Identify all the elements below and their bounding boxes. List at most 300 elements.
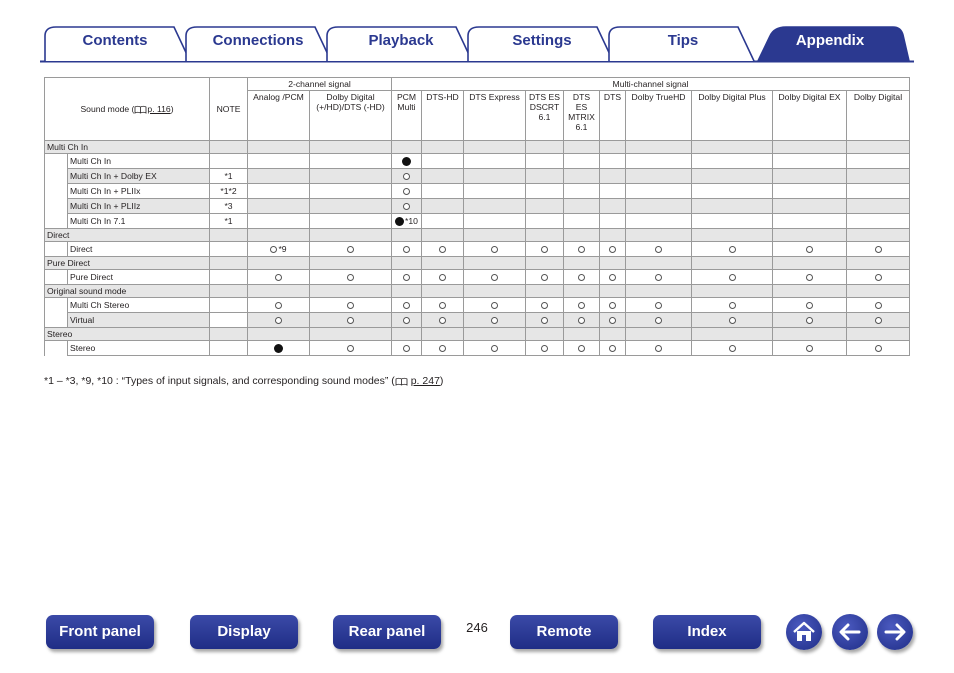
open-circle-icon [578,317,585,324]
support-cell [248,199,310,214]
support-cell [847,199,910,214]
category-label: Stereo [45,328,210,341]
support-cell [692,298,773,313]
category-empty-cell [773,141,847,154]
open-circle-icon [347,302,354,309]
support-cell [692,214,773,229]
mode-name: Virtual [68,313,210,328]
support-cell [464,184,526,199]
support-cell [526,214,564,229]
sound-mode-table [44,77,910,356]
category-empty-cell [600,328,626,341]
support-cell [526,184,564,199]
support-cell [600,341,626,356]
mode-name: Pure Direct [68,270,210,285]
support-cell [773,214,847,229]
category-empty-cell [422,285,464,298]
category-empty-cell [310,328,392,341]
support-cell [310,214,392,229]
support-cell [464,154,526,169]
open-circle-icon [403,345,410,352]
support-cell [564,313,600,328]
support-cell [310,154,392,169]
category-empty-cell [422,141,464,154]
column-header: PCM Multi [392,91,422,141]
group-header-row [45,78,910,91]
support-cell [310,199,392,214]
open-circle-icon [875,274,882,281]
category-empty-cell [392,257,422,270]
category-empty-cell [564,328,600,341]
open-circle-icon [729,246,736,253]
category-empty-cell [248,257,310,270]
category-empty-cell [847,328,910,341]
mode-name: Multi Ch Stereo [68,298,210,313]
indent-cell [45,270,68,285]
open-circle-icon [655,345,662,352]
support-cell [773,154,847,169]
support-cell [422,270,464,285]
support-cell [626,199,692,214]
indent-cell [45,313,68,328]
note-cell: *1 [210,169,248,184]
open-circle-icon [609,274,616,281]
category-empty-cell [464,229,526,242]
open-circle-icon [806,317,813,324]
note-cell [210,313,248,328]
category-empty-cell [564,229,600,242]
support-cell [692,154,773,169]
support-cell [564,341,600,356]
indent-cell [45,199,68,214]
footnote-close: ) [439,375,444,387]
support-cell [392,298,422,313]
category-empty-cell [210,229,248,242]
category-label: Direct [45,229,210,242]
support-cell [464,270,526,285]
column-header: DTS Express [464,91,526,141]
book-reference-icon [395,377,408,386]
table-row [45,242,910,257]
open-circle-icon [806,246,813,253]
support-cell [600,313,626,328]
support-cell [464,242,526,257]
support-cell [773,199,847,214]
open-circle-icon [609,345,616,352]
column-header: Dolby Digital [847,91,910,141]
category-empty-cell [847,141,910,154]
support-cell [248,184,310,199]
display-button[interactable]: Display [190,615,298,649]
note-cell [210,154,248,169]
category-empty-cell [210,285,248,298]
support-cell [464,341,526,356]
support-cell [564,169,600,184]
table-row [45,270,910,285]
column-header: DTS [600,91,626,141]
category-empty-cell [847,257,910,270]
open-circle-icon [609,317,616,324]
support-cell [847,298,910,313]
support-cell [248,214,310,229]
open-circle-icon [491,246,498,253]
category-empty-cell [692,257,773,270]
support-cell [847,169,910,184]
support-cell [526,313,564,328]
support-cell [392,214,422,229]
table-row [45,154,910,169]
category-empty-cell [564,257,600,270]
category-empty-cell [210,141,248,154]
open-circle-icon [347,317,354,324]
category-empty-cell [526,285,564,298]
support-cell [464,298,526,313]
support-cell [422,154,464,169]
open-circle-icon [439,302,446,309]
footnote-marker: *10 [405,216,418,227]
support-cell [564,242,600,257]
note-cell [210,298,248,313]
open-circle-icon [875,317,882,324]
note-cell [210,341,248,356]
support-cell [526,154,564,169]
support-cell [773,184,847,199]
indent-cell [45,214,68,229]
open-circle-icon [578,302,585,309]
support-cell [847,313,910,328]
category-empty-cell [422,257,464,270]
arrow-right-icon [877,614,913,650]
category-empty-cell [564,141,600,154]
category-empty-cell [692,328,773,341]
support-cell [847,184,910,199]
category-empty-cell [210,257,248,270]
category-empty-cell [626,328,692,341]
back-button[interactable] [832,614,868,650]
support-cell [773,341,847,356]
column-header: DTS ES MTRIX 6.1 [564,91,600,141]
open-circle-icon [491,302,498,309]
open-circle-icon [541,274,548,281]
table-row [45,214,910,229]
column-header: DTS-HD [422,91,464,141]
support-cell [392,184,422,199]
category-empty-cell [847,229,910,242]
category-empty-cell [600,141,626,154]
category-empty-cell [210,328,248,341]
support-cell [626,270,692,285]
support-cell [310,313,392,328]
filled-circle-icon [274,344,283,353]
category-empty-cell [526,257,564,270]
support-cell [248,169,310,184]
rear-panel-button[interactable]: Rear panel [333,615,441,649]
multi-channel-header: Multi-channel signal [392,78,910,91]
category-empty-cell [248,229,310,242]
category-empty-cell [692,229,773,242]
open-circle-icon [655,302,662,309]
support-cell [310,341,392,356]
category-label: Original sound mode [45,285,210,298]
support-cell [692,313,773,328]
support-cell [692,199,773,214]
footnote-page-link[interactable]: p. 247 [410,375,440,387]
open-circle-icon [609,246,616,253]
support-cell [773,169,847,184]
open-circle-icon [541,317,548,324]
open-circle-icon [491,274,498,281]
open-circle-icon [403,188,410,195]
arrow-left-icon [832,614,868,650]
support-cell [773,298,847,313]
support-cell [392,313,422,328]
table-row [45,341,910,356]
category-empty-cell [422,229,464,242]
open-circle-icon [491,317,498,324]
forward-button[interactable] [877,614,913,650]
open-circle-icon [439,274,446,281]
support-cell [626,169,692,184]
category-empty-cell [392,328,422,341]
mode-name: Multi Ch In 7.1 [68,214,210,229]
home-icon [786,614,822,650]
support-cell [564,298,600,313]
category-empty-cell [626,229,692,242]
category-empty-cell [464,257,526,270]
table-row [45,199,910,214]
category-empty-cell [310,141,392,154]
open-circle-icon [347,246,354,253]
open-circle-icon [806,302,813,309]
front-panel-button[interactable]: Front panel [46,615,154,649]
top-tab-bar [0,0,954,64]
category-empty-cell [626,257,692,270]
support-cell [847,242,910,257]
support-cell [564,270,600,285]
support-cell [422,341,464,356]
support-cell [773,270,847,285]
column-header: Dolby Digital Plus [692,91,773,141]
open-circle-icon [270,246,277,253]
support-cell [526,169,564,184]
open-circle-icon [403,274,410,281]
category-row [45,141,910,154]
support-cell [773,313,847,328]
index-button[interactable]: Index [653,615,761,649]
support-cell [626,242,692,257]
support-cell [564,214,600,229]
indent-cell [45,341,68,356]
tab-tips[interactable]: Tips [667,32,699,49]
mode-name: Stereo [68,341,210,356]
open-circle-icon [578,345,585,352]
note-cell: *3 [210,199,248,214]
support-cell [564,199,600,214]
support-cell [600,214,626,229]
sound-mode-page-link[interactable]: p. 116 [147,103,171,114]
support-cell [422,199,464,214]
support-cell [310,169,392,184]
open-circle-icon [403,302,410,309]
support-cell [248,270,310,285]
open-circle-icon [347,345,354,352]
support-cell [600,169,626,184]
support-cell [422,214,464,229]
category-empty-cell [392,229,422,242]
support-cell [392,242,422,257]
category-empty-cell [464,141,526,154]
support-cell [626,313,692,328]
tab-appendix[interactable]: Appendix [795,32,865,49]
support-cell [422,313,464,328]
remote-button[interactable]: Remote [510,615,618,649]
category-label: Pure Direct [45,257,210,270]
open-circle-icon [875,246,882,253]
indent-cell [45,298,68,313]
open-circle-icon [491,345,498,352]
open-circle-icon [403,317,410,324]
category-empty-cell [600,229,626,242]
support-cell [392,169,422,184]
category-label: Multi Ch In [45,141,210,154]
note-cell: *1*2 [210,184,248,199]
sound-mode-table-wrapper [44,77,909,356]
support-cell [526,341,564,356]
category-empty-cell [600,285,626,298]
home-button[interactable] [786,614,822,650]
category-empty-cell [526,229,564,242]
open-circle-icon [729,345,736,352]
support-cell [847,214,910,229]
support-cell [847,341,910,356]
mode-name: Multi Ch In [68,154,210,169]
table-row [45,298,910,313]
category-empty-cell [248,141,310,154]
mode-name: Multi Ch In + Dolby EX [68,169,210,184]
indent-cell [45,154,68,169]
open-circle-icon [729,302,736,309]
note-header: NOTE [210,78,248,141]
column-header: Analog /PCM [248,91,310,141]
open-circle-icon [541,345,548,352]
tab-contents[interactable]: Contents [82,32,148,49]
support-cell [526,270,564,285]
category-empty-cell [692,285,773,298]
filled-circle-icon [402,157,411,166]
note-cell [210,242,248,257]
support-cell [526,242,564,257]
support-cell [422,298,464,313]
category-empty-cell [464,328,526,341]
category-row [45,257,910,270]
open-circle-icon [439,317,446,324]
support-cell [526,199,564,214]
category-empty-cell [773,285,847,298]
tab-connections[interactable]: Connections [212,32,304,49]
support-cell [692,270,773,285]
support-cell [626,341,692,356]
support-cell [422,169,464,184]
sound-mode-label: Sound mode [80,103,130,114]
support-cell [692,242,773,257]
open-circle-icon [439,246,446,253]
open-circle-icon [875,345,882,352]
column-header: Dolby Digital EX [773,91,847,141]
support-cell [392,199,422,214]
book-reference-icon [134,105,147,114]
category-empty-cell [847,285,910,298]
category-empty-cell [626,285,692,298]
support-cell [392,341,422,356]
support-cell [464,169,526,184]
category-row [45,229,910,242]
category-empty-cell [310,257,392,270]
category-empty-cell [526,328,564,341]
support-cell [600,199,626,214]
category-empty-cell [773,328,847,341]
support-cell [310,270,392,285]
support-cell [310,242,392,257]
table-row [45,169,910,184]
support-cell [600,298,626,313]
open-circle-icon [609,302,616,309]
column-header: Dolby TrueHD [626,91,692,141]
support-cell [464,214,526,229]
tab-playback[interactable]: Playback [368,32,434,49]
support-cell [600,242,626,257]
support-cell [564,184,600,199]
support-cell [392,270,422,285]
category-empty-cell [392,285,422,298]
open-circle-icon [655,246,662,253]
support-cell [626,298,692,313]
open-circle-icon [275,274,282,281]
tab-settings[interactable]: Settings [512,32,572,49]
open-circle-icon [655,317,662,324]
category-empty-cell [773,257,847,270]
support-cell [626,184,692,199]
support-cell [626,154,692,169]
support-cell [626,214,692,229]
category-empty-cell [310,229,392,242]
open-circle-icon [655,274,662,281]
category-empty-cell [626,141,692,154]
category-empty-cell [310,285,392,298]
open-circle-icon [403,173,410,180]
mode-name: Multi Ch In + PLIIz [68,199,210,214]
support-cell [600,270,626,285]
support-cell [422,242,464,257]
footnote-marker: *9 [278,244,287,255]
sound-mode-header: Sound mode ( p. 116) [45,78,210,141]
support-cell [248,298,310,313]
mode-name: Direct [68,242,210,257]
category-empty-cell [248,328,310,341]
open-circle-icon [806,345,813,352]
category-empty-cell [773,229,847,242]
two-channel-header: 2-channel signal [248,78,392,91]
support-cell [248,341,310,356]
table-row [45,313,910,328]
open-circle-icon [275,302,282,309]
category-empty-cell [600,257,626,270]
indent-cell [45,184,68,199]
support-cell [248,154,310,169]
open-circle-icon [347,274,354,281]
category-row [45,328,910,341]
indent-cell [45,169,68,184]
support-cell [464,313,526,328]
